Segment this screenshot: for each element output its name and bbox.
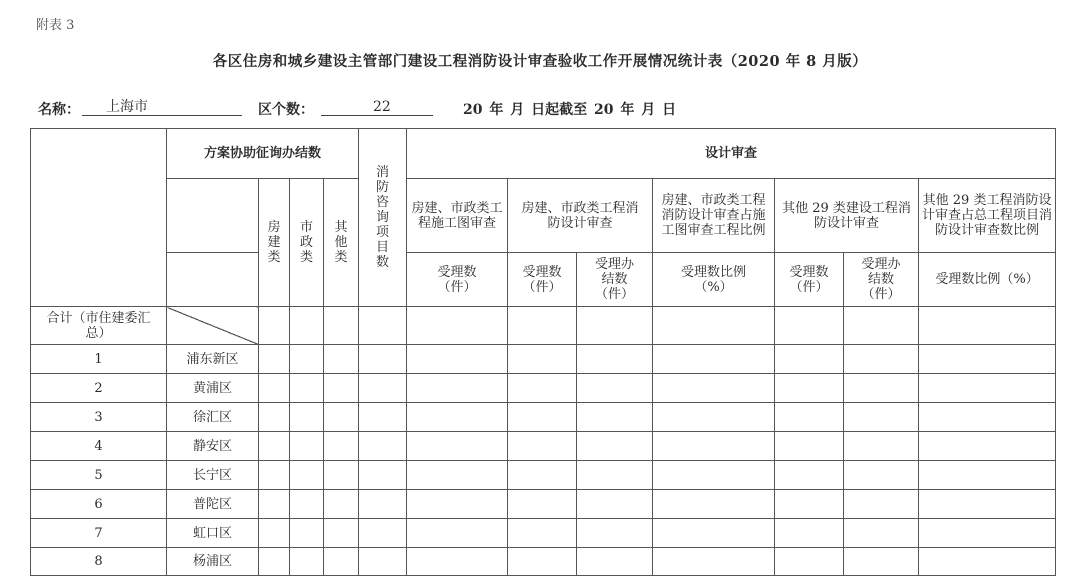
name-label: 名称： [38, 102, 80, 118]
district-name: 杨浦区 [167, 548, 259, 576]
row-number: 5 [31, 461, 167, 490]
header-accepted-count-1: 受理数（件） [407, 253, 508, 307]
header-fire-consult [359, 129, 407, 307]
header-fire-consult-text: 消防咨询项目数 [376, 165, 390, 270]
row-number: 4 [31, 432, 167, 461]
total-diagonal-cell [167, 307, 259, 345]
header-accepted-count-3: 受理数（件） [775, 253, 844, 307]
appendix-label: 附表 3 [36, 18, 75, 33]
header-other29-ratio: 其他 29 类工程消防设计审查占总工程项目消防设计审查数比例 [919, 179, 1056, 253]
corner-cell [31, 129, 167, 307]
table-row [31, 519, 1056, 548]
header-scheme-other-text: 其他类 [334, 220, 348, 265]
table-row-total [31, 307, 1056, 345]
row-number: 7 [31, 519, 167, 548]
table-row [31, 548, 1056, 576]
district-name: 虹口区 [167, 519, 259, 548]
header-ratio: 房建、市政类工程消防设计审查占施工图审查工程比例 [653, 179, 775, 253]
header-accepted-ratio-1: 受理数比例（%） [653, 253, 775, 307]
header-scheme-group: 方案协助征询办结数 [167, 129, 359, 179]
district-count-label: 区个数： [258, 102, 314, 118]
statistics-table [30, 128, 1056, 576]
header-scheme-municipal [290, 179, 324, 307]
district-name: 黄浦区 [167, 374, 259, 403]
header-accepted-count-2: 受理数（件） [508, 253, 577, 307]
district-name: 浦东新区 [167, 345, 259, 374]
row-number: 1 [31, 345, 167, 374]
table-row [31, 490, 1056, 519]
district-name: 静安区 [167, 432, 259, 461]
table-row [31, 374, 1056, 403]
header-scheme-blank-2 [167, 253, 259, 307]
district-name: 普陀区 [167, 490, 259, 519]
district-name: 长宁区 [167, 461, 259, 490]
period-text: 20 年 月 日起截至 20 年 月 日 [463, 102, 677, 118]
header-scheme-other [324, 179, 359, 307]
district-count-value: 22 [321, 99, 433, 116]
header-scheme-blank [167, 179, 259, 253]
header-construction-drawing: 房建、市政类工程施工图审查 [407, 179, 508, 253]
table-row [31, 432, 1056, 461]
table-row [31, 345, 1056, 374]
district-name: 徐汇区 [167, 403, 259, 432]
header-accepted-ratio-2: 受理数比例（%） [919, 253, 1056, 307]
name-value: 上海市 [82, 99, 242, 116]
document-title: 各区住房和城乡建设主管部门建设工程消防设计审查验收工作开展情况统计表（2020 年 8 月版） [212, 53, 868, 70]
row-number: 6 [31, 490, 167, 519]
header-design-group: 设计审查 [407, 129, 1056, 179]
header-other29: 其他 29 类建设工程消防设计审查 [775, 179, 919, 253]
header-scheme-housing [259, 179, 290, 307]
row-number: 2 [31, 374, 167, 403]
table-row [31, 461, 1056, 490]
total-label: 合计（市住建委汇总） [31, 307, 167, 345]
table-row [31, 403, 1056, 432]
header-closed-count-2: 受理办结数（件） [844, 253, 919, 307]
header-scheme-housing-text: 房建类 [267, 220, 281, 265]
header-scheme-municipal-text: 市政类 [299, 220, 313, 265]
row-number: 8 [31, 548, 167, 576]
row-number: 3 [31, 403, 167, 432]
header-closed-count-1: 受理办结数（件） [577, 253, 653, 307]
header-fire-design: 房建、市政类工程消防设计审查 [508, 179, 653, 253]
